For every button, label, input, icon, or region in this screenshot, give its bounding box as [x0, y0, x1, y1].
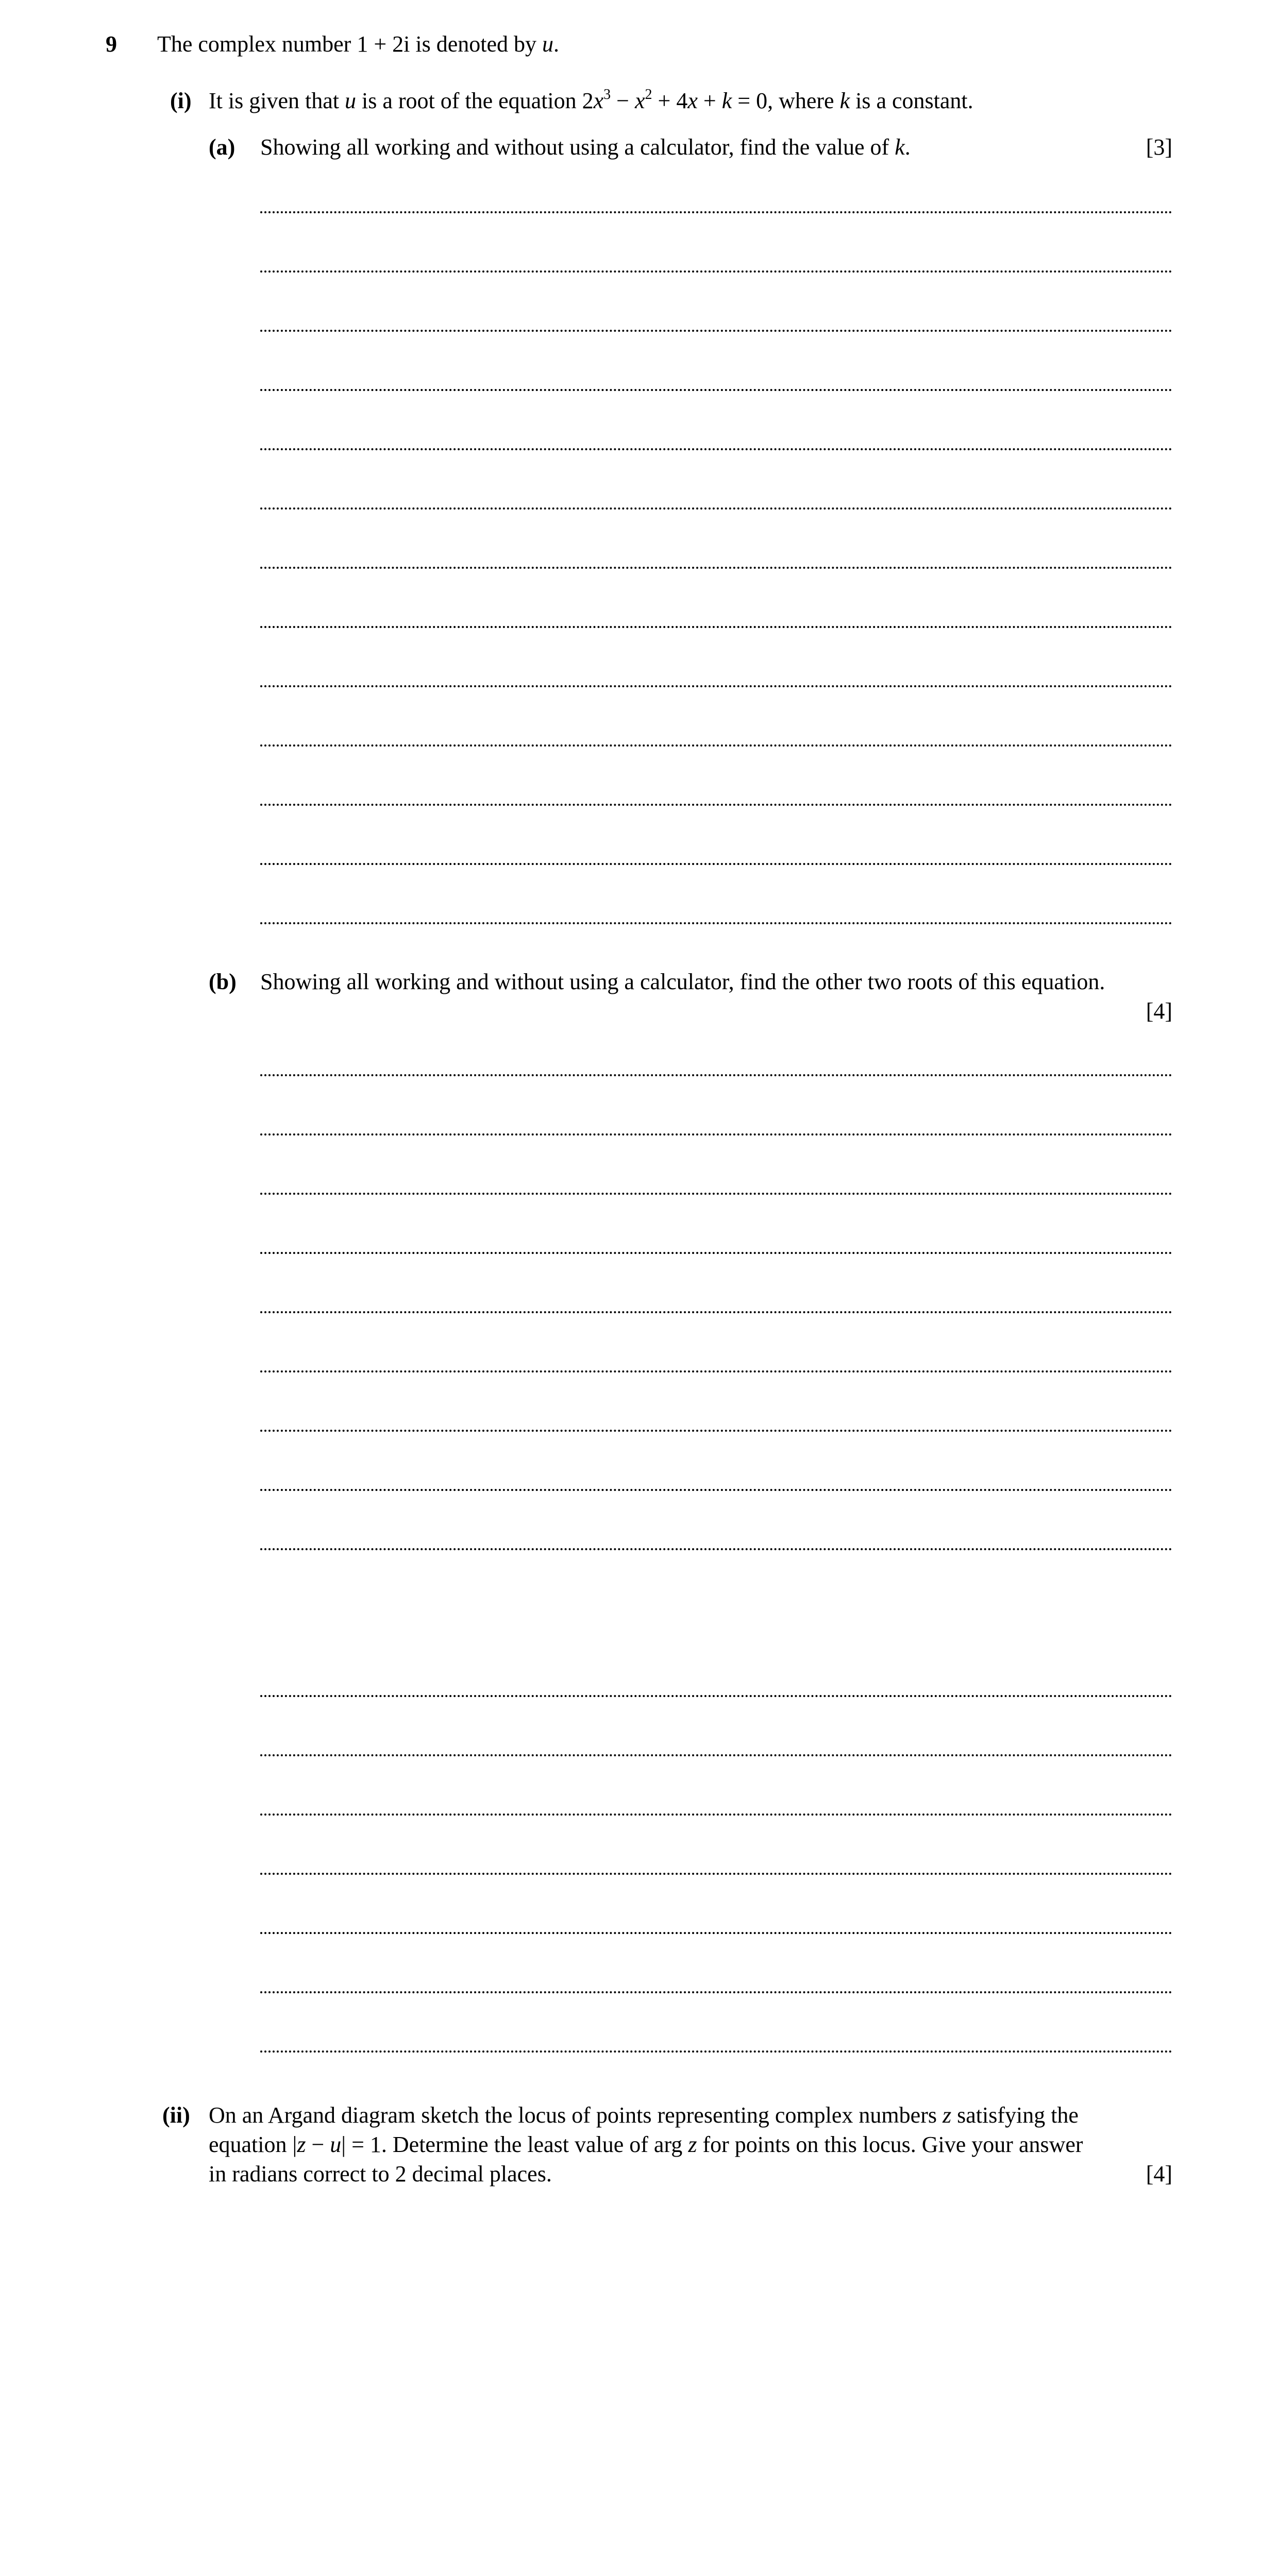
part-ii-var-z: z	[942, 2103, 952, 2128]
question-stem-var: u	[542, 31, 553, 57]
question-stem	[157, 31, 559, 58]
answer-line[interactable]	[260, 1311, 1172, 1313]
answer-line[interactable]	[260, 507, 1172, 510]
part-ii-var-z3: z	[688, 2132, 697, 2157]
part-a-text-1: Showing all working and without using a calculator, find the value of	[260, 134, 895, 160]
answer-line[interactable]	[260, 1991, 1172, 1993]
answer-line[interactable]	[260, 626, 1172, 628]
answer-line[interactable]	[260, 1370, 1172, 1372]
answer-line[interactable]	[260, 1814, 1172, 1816]
part-i-var-u: u	[344, 88, 356, 113]
part-ii-line-1-b: satisfying the	[951, 2103, 1079, 2128]
part-a-var-k: k	[895, 134, 905, 160]
part-i-label: (i)	[170, 88, 192, 113]
part-ii-marks: [4]	[1146, 2161, 1172, 2187]
part-i-text-4: = 0, where	[732, 88, 840, 113]
answer-line[interactable]	[260, 1430, 1172, 1432]
argand-sketch-area[interactable]	[209, 2215, 1172, 2576]
part-b-marks: [4]	[1146, 998, 1172, 1024]
answer-line[interactable]	[260, 922, 1172, 924]
part-i-text-3: + 4	[652, 88, 688, 113]
answer-line[interactable]	[260, 270, 1172, 273]
part-i-x3: x	[687, 88, 698, 113]
answer-line[interactable]	[260, 1548, 1172, 1550]
answer-line[interactable]	[260, 1074, 1172, 1076]
part-b-text: Showing all working and without using a calculator, find the other two roots of this equation.	[260, 969, 1105, 994]
part-i-minus: −	[611, 88, 635, 113]
part-a-text-2: .	[904, 134, 911, 160]
part-i-text-2: is a root of the equation 2	[356, 88, 594, 113]
part-i-exp3: 3	[603, 87, 611, 103]
part-ii-line-2-c: for points on this locus. Give your answer	[697, 2132, 1083, 2157]
part-b-label: (b)	[209, 969, 237, 994]
part-i-plus: +	[697, 88, 722, 113]
answer-line[interactable]	[260, 804, 1172, 806]
answer-line[interactable]	[260, 1133, 1172, 1136]
part-ii-minus: −	[306, 2132, 330, 2157]
part-ii-label: (ii)	[162, 2103, 190, 2128]
answer-line[interactable]	[260, 1193, 1172, 1195]
part-i-k1: k	[721, 88, 732, 113]
part-i-x1: x	[593, 88, 604, 113]
answer-line[interactable]	[260, 863, 1172, 865]
answer-line[interactable]	[260, 330, 1172, 332]
part-i-text	[209, 88, 973, 114]
part-a-marks: [3]	[1146, 134, 1172, 160]
answer-line[interactable]	[260, 1252, 1172, 1254]
part-i-text-1: It is given that	[209, 88, 345, 113]
part-i-k2: k	[839, 88, 850, 113]
answer-line[interactable]	[260, 1873, 1172, 1875]
part-ii-var-u: u	[330, 2132, 342, 2157]
question-number: 9	[106, 31, 117, 57]
part-ii-line-1-a: On an Argand diagram sketch the locus of points representing complex numbers	[209, 2103, 943, 2128]
part-ii-line-1	[209, 2102, 1079, 2129]
part-ii-line-3: in radians correct to 2 decimal places.	[209, 2161, 552, 2187]
answer-line[interactable]	[260, 2050, 1172, 2053]
part-ii-line-2	[209, 2131, 1083, 2158]
question-stem-text: The complex number 1 + 2i is denoted by	[157, 31, 542, 57]
answer-line[interactable]	[260, 1695, 1172, 1697]
answer-line[interactable]	[260, 211, 1172, 213]
part-a-text	[260, 134, 911, 161]
answer-line[interactable]	[260, 1932, 1172, 1934]
question-stem-end: .	[553, 31, 559, 57]
answer-line[interactable]	[260, 448, 1172, 450]
answer-line[interactable]	[260, 1489, 1172, 1491]
part-ii-line-2-b: | = 1. Determine the least value of arg	[341, 2132, 688, 2157]
part-ii-line-2-a: equation |	[209, 2132, 297, 2157]
part-i-x2: x	[635, 88, 645, 113]
part-i-text-5: is a constant.	[850, 88, 973, 113]
answer-line[interactable]	[260, 1754, 1172, 1756]
answer-line[interactable]	[260, 389, 1172, 391]
answer-line[interactable]	[260, 567, 1172, 569]
part-a-label: (a)	[209, 134, 236, 160]
answer-line[interactable]	[260, 744, 1172, 747]
answer-line[interactable]	[260, 685, 1172, 687]
part-ii-var-z2: z	[297, 2132, 306, 2157]
part-i-exp2: 2	[645, 87, 652, 103]
